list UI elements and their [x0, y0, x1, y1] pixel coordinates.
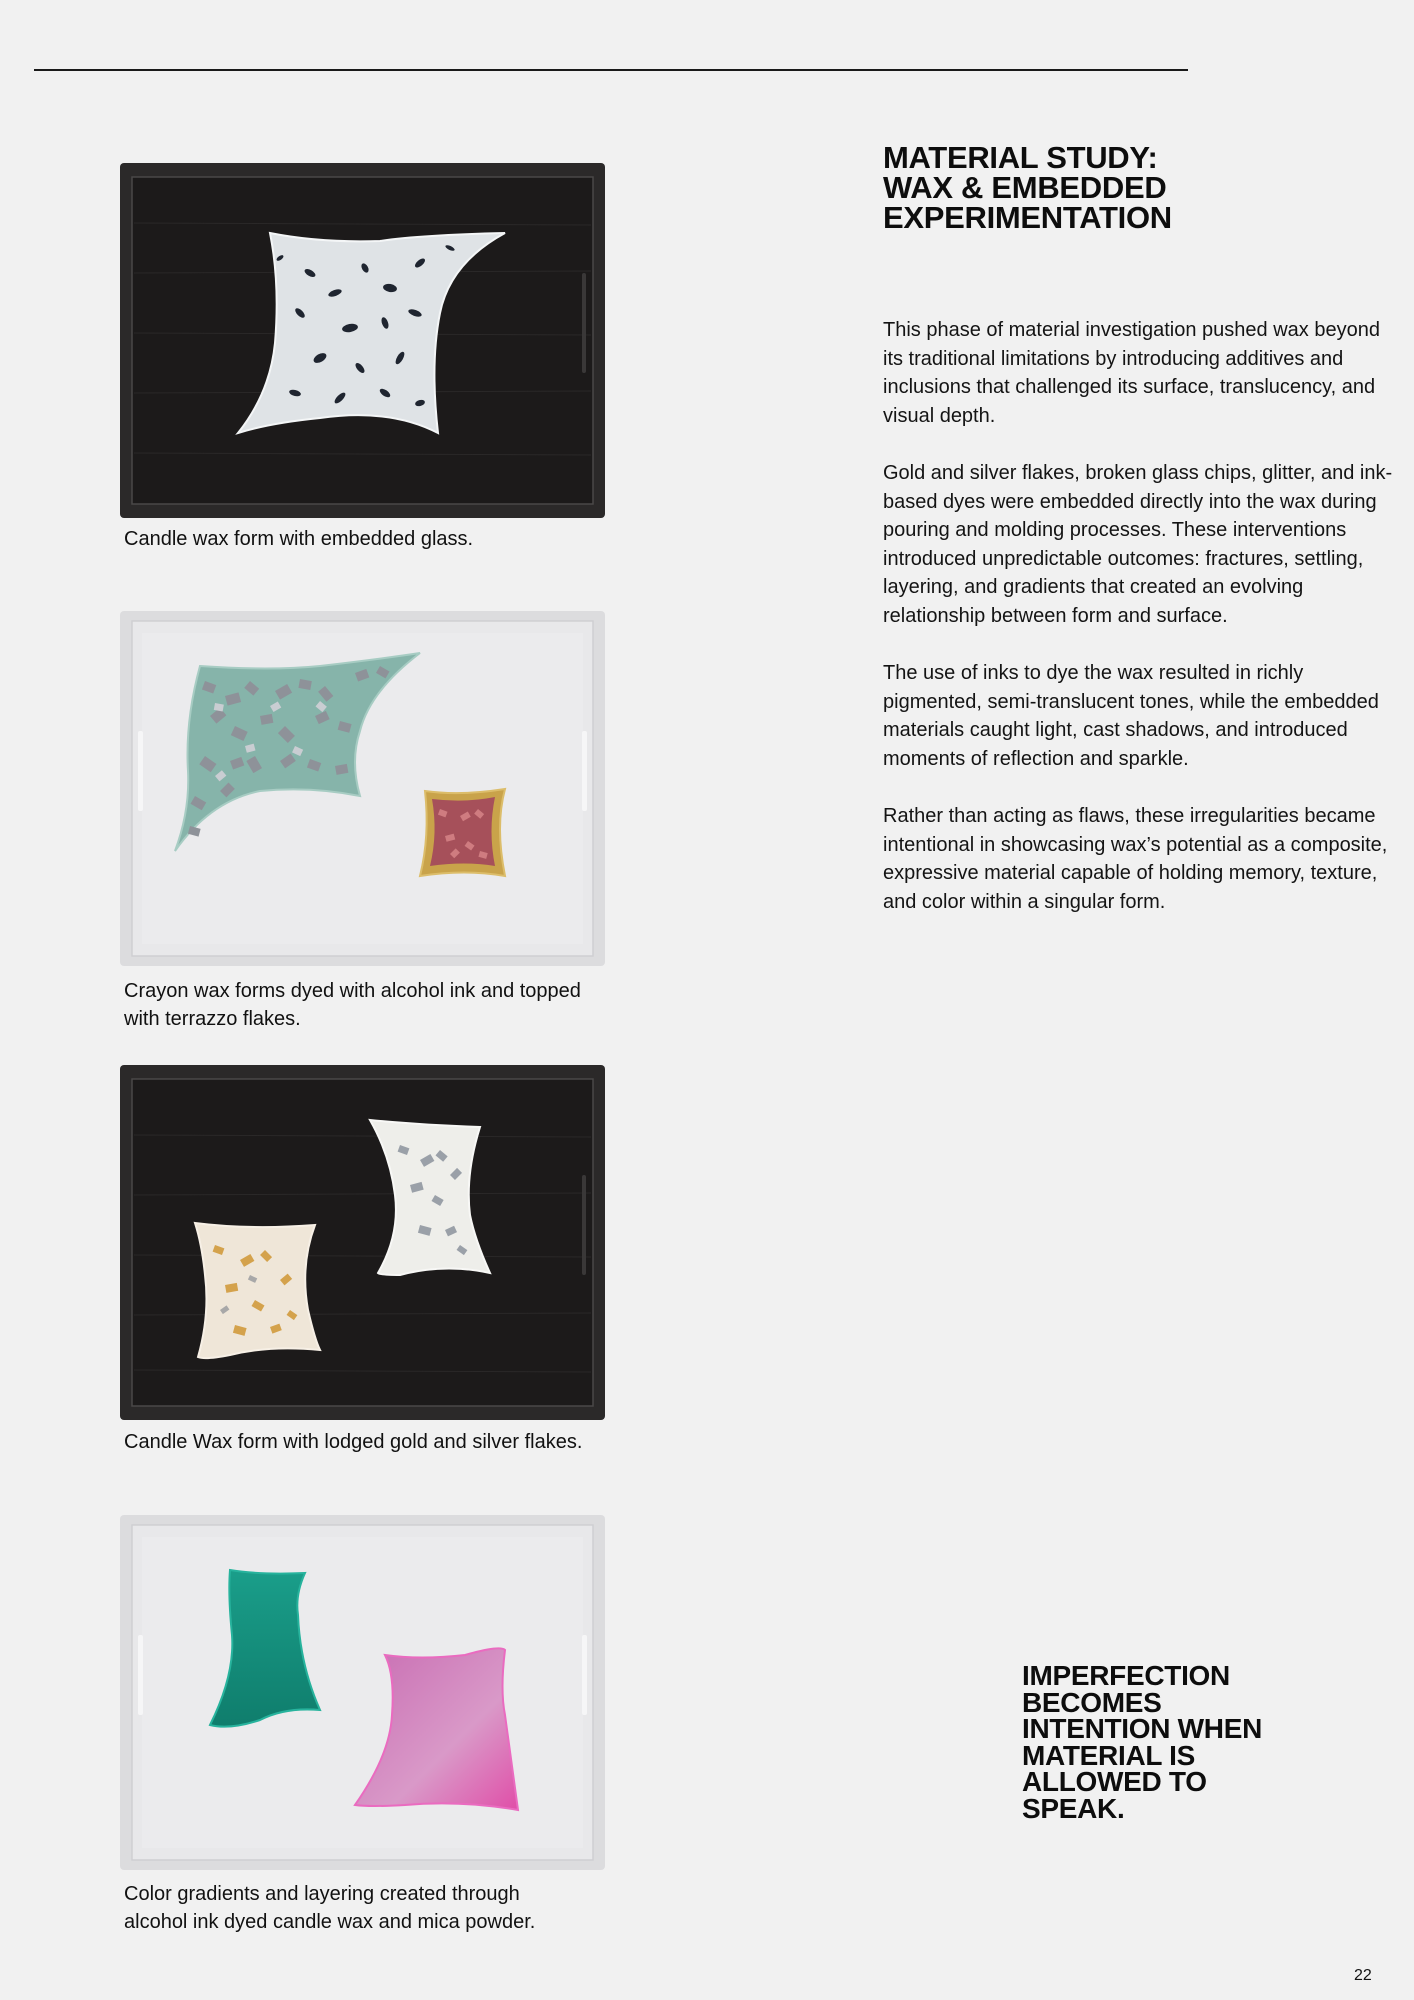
body-text	[883, 316, 1393, 945]
page-title	[883, 140, 1303, 235]
title-line: WAX & EMBEDDED	[883, 170, 1167, 205]
quote-line: ALLOWED TO	[1022, 1766, 1207, 1797]
photo-caption: Color gradients and layering created through alcohol ink dyed candle wax and mica powder.	[124, 1883, 536, 1933]
photo-caption: Candle wax form with embedded glass.	[124, 528, 474, 550]
title-line: EXPERIMENTATION	[883, 200, 1172, 235]
quote-line: IMPERFECTION	[1022, 1660, 1230, 1691]
photo-wax-gold-silver-flakes	[120, 1065, 605, 1420]
photo-color-gradient-wax	[120, 1515, 605, 1870]
photo-crayon-wax-terrazzo	[120, 611, 605, 966]
body-paragraph: Gold and silver flakes, broken glass chips, glitter, and ink-based dyes were embedded directly into the wax during pouring and molding processes. These interventions introduced unpredictable outcomes: fractures, settling, layering, and gradients that created an evolving relationship between form and surface.	[883, 462, 1393, 627]
quote-line: BECOMES	[1022, 1686, 1162, 1718]
quote-line: SPEAK.	[1022, 1792, 1125, 1824]
top-divider	[34, 69, 1188, 71]
pull-quote	[1022, 1660, 1322, 1824]
body-paragraph: This phase of material investigation pushed wax beyond its traditional limitations by introducing additives and inclusions that challenged its surface, translucency, and visual depth.	[883, 319, 1380, 427]
title-line: MATERIAL STUDY:	[883, 140, 1158, 175]
quote-line: MATERIAL IS	[1022, 1739, 1195, 1771]
body-paragraph: The use of inks to dye the wax resulted in richly pigmented, semi-translucent tones, while the embedded materials caught light, cast shadows, and introduced moments of reflection and sparkle.	[883, 662, 1379, 770]
body-paragraph: Rather than acting as flaws, these irregularities became intentional in showcasing wax’s potential as a composite, expressive material capable of holding memory, texture, and color within a singular form.	[883, 805, 1388, 913]
photo-caption: Crayon wax forms dyed with alcohol ink and topped with terrazzo flakes.	[124, 980, 581, 1030]
quote-line: INTENTION WHEN	[1022, 1713, 1263, 1744]
photo-caption: Candle Wax form with lodged gold and silver flakes.	[124, 1431, 583, 1453]
page-number: 22	[1354, 1967, 1372, 1984]
photo-wax-embedded-glass	[120, 163, 605, 518]
